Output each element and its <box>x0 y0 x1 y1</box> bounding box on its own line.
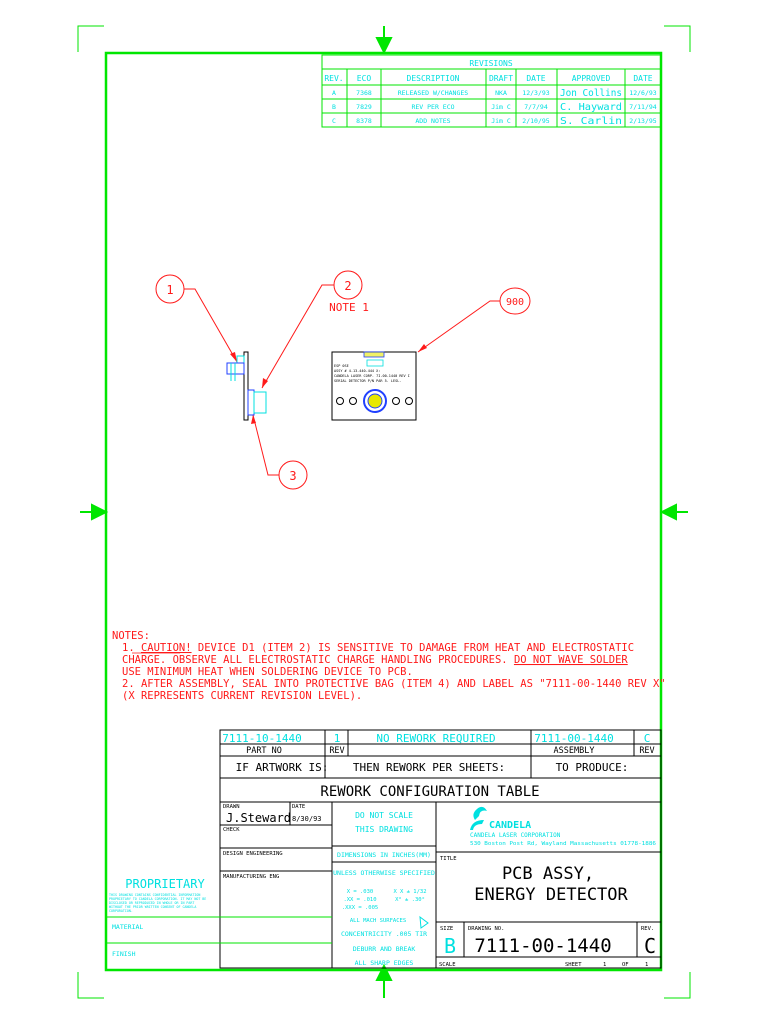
company-logo-text: CANDELA <box>489 820 532 831</box>
note-2-line-1: 2. AFTER ASSEMBLY, SEAL INTO PROTECTIVE BAG (ITEM 4) AND LABEL AS "7111-00-1440 REV X" <box>122 678 666 690</box>
drawn-date: 8/30/93 <box>292 815 322 823</box>
design-eng-label: DESIGN ENGINEERING <box>223 851 283 857</box>
drawing-number: 7111-00-1440 <box>474 935 612 957</box>
revisions-table <box>322 55 661 127</box>
balloon-item-900 <box>418 288 530 352</box>
size-label: SIZE <box>440 926 454 932</box>
unless-specified: UNLESS OTHERWISE SPECIFIED <box>333 869 435 877</box>
pcb-label-2: ASSY # 4-13-440-444 X: <box>334 369 381 373</box>
drawn-by: J.Steward <box>226 811 292 825</box>
note-1-line-3: USE MINIMUM HEAT WHEN SOLDERING DEVICE TO PCB. <box>122 666 413 678</box>
proprietary-line-5: CORPORATION. <box>109 909 133 913</box>
deburr: DEBURR AND BREAK <box>352 945 416 953</box>
pcb-label-1: ESP 0SE <box>334 364 349 368</box>
draft-header: DRAFT <box>488 74 514 83</box>
appdate-b: 7/11/94 <box>629 103 657 111</box>
draft-c: Jim C <box>491 117 511 125</box>
sheet-total: 1 <box>645 962 649 968</box>
rework-assembly: 7111-00-1440 <box>534 732 614 745</box>
proprietary-title: PROPRIETARY <box>125 877 205 891</box>
date-c: 2/10/95 <box>522 117 550 125</box>
tolerance-5: .XXX = .005 <box>341 905 379 911</box>
approved-c: S. Carlin <box>560 116 622 127</box>
rev-label: REV. <box>641 926 655 932</box>
balloon-item-3 <box>251 415 307 489</box>
surface-finish-symbol <box>420 917 428 928</box>
draft-b: Jim C <box>491 103 511 111</box>
revisions-title: REVISIONS <box>469 59 513 68</box>
title-line-2: ENERGY DETECTOR <box>474 885 628 905</box>
drawn-label: DRAWN <box>223 804 240 810</box>
tolerance-4: X° ± .30° <box>395 897 425 903</box>
eco-a: 7368 <box>356 89 372 97</box>
appdate-c: 2/13/95 <box>629 117 657 125</box>
desc-b: REV PER ECO <box>411 103 455 111</box>
notes <box>112 630 666 702</box>
candela-logo <box>470 807 656 847</box>
pcb-label-3: CANDELA LASER CORP. 7I-00-1440 REV I <box>334 374 410 378</box>
date-a: 12/3/93 <box>522 89 550 97</box>
eco-b: 7829 <box>356 103 372 111</box>
machined-surfaces: ALL MACH SURFACES <box>349 918 407 924</box>
rework-table-title: REWORK CONFIGURATION TABLE <box>320 784 540 800</box>
check-label: CHECK <box>223 827 240 833</box>
eco-c: 8378 <box>356 117 372 125</box>
drawing-size: B <box>443 934 457 958</box>
note-1-ref: NOTE 1 <box>329 301 369 314</box>
note-1-line-1: 1. CAUTION! DEVICE D1 (ITEM 2) IS SENSITIVE TO DAMAGE FROM HEAT AND ELECTROSTATIC <box>122 642 635 654</box>
svg-text:2: 2 <box>344 279 352 293</box>
then-rework-label: THEN REWORK PER SHEETS: <box>352 761 506 774</box>
title-label: TITLE <box>440 856 457 862</box>
tolerance-1: X = .030 <box>346 889 374 895</box>
if-artwork-label: IF ARTWORK IS: <box>235 761 329 774</box>
approved-a: Jon Collins <box>560 88 622 99</box>
proprietary-line-1: THIS DRAWING CONTAINS CONFIDENTIAL INFORMATION <box>109 893 201 897</box>
pcb-label-4: SERIAL DETECTOR P/N PAR 5. LESL. <box>334 379 402 383</box>
rework-part-no: 7111-10-1440 <box>222 732 302 745</box>
draft-a: NKA <box>495 89 507 97</box>
eco-header: ECO <box>356 74 372 83</box>
svg-text:1: 1 <box>166 283 174 297</box>
drawing-no-label: DRAWING NO. <box>468 926 505 932</box>
rework-rev: 1 <box>333 732 341 745</box>
finish-label: FINISH <box>112 950 136 958</box>
tolerance-2: X X ± 1/32 <box>393 889 427 895</box>
desc-c: ADD NOTES <box>415 117 451 125</box>
title-line-1: PCB ASSY, <box>501 864 595 884</box>
approved-date-header: DATE <box>633 74 653 83</box>
sheet-number: 1 <box>603 962 607 968</box>
proprietary-line-4: WITHOUT THE PRIOR WRITTEN CONSENT OF CANDELA <box>109 905 197 909</box>
desc-a: RELEASED W/CHANGES <box>397 89 469 97</box>
rework-asm-rev: C <box>643 732 651 745</box>
approved-header: APPROVED <box>571 74 611 83</box>
material-label: MATERIAL <box>112 923 144 931</box>
approved-b: C. Hayward <box>560 102 622 113</box>
dimensions-note: DIMENSIONS IN INCHES(MM) <box>337 851 431 859</box>
rev-col-header: REV <box>329 746 345 756</box>
proprietary-line-2: PROPRIETARY TO CANDELA CORPORATION. IT MAY NOT BE <box>109 897 207 901</box>
rev-a: A <box>332 89 336 97</box>
asm-rev-header: REV <box>639 746 655 756</box>
pcb-top-view <box>332 352 416 420</box>
date-header: DATE <box>526 74 546 83</box>
sharp-edges: ALL SHARP EDGES <box>354 959 414 967</box>
rework-action: NO REWORK REQUIRED <box>376 732 496 745</box>
rev-c: C <box>332 117 336 125</box>
to-produce-label: TO PRODUCE: <box>555 761 629 774</box>
rework-table <box>220 730 661 968</box>
drawing-rev: C <box>643 934 657 958</box>
scale-label: SCALE <box>439 962 456 968</box>
no-scale-line-1: DO NOT SCALE <box>355 811 413 820</box>
description-header: DESCRIPTION <box>406 74 460 83</box>
of-label: OF <box>622 962 629 968</box>
note-2-line-2: (X REPRESENTS CURRENT REVISION LEVEL). <box>122 690 363 702</box>
concentricity: CONCENTRICITY .005 TIR <box>340 930 428 938</box>
appdate-a: 12/6/93 <box>629 89 657 97</box>
mfg-eng-label: MANUFACTURING ENG <box>223 874 280 880</box>
rev-header: REV. <box>324 74 344 83</box>
assembly-header: ASSEMBLY <box>553 746 595 756</box>
date-b: 7/7/94 <box>524 103 548 111</box>
no-scale-line-2: THIS DRAWING <box>355 825 413 834</box>
date-label: DATE <box>292 804 306 810</box>
note-1-line-2: CHARGE. OBSERVE ALL ELECTROSTATIC CHARGE HANDLING PROCEDURES. DO NOT WAVE SOLDER <box>122 654 628 666</box>
notes-heading: NOTES: <box>112 630 150 642</box>
part-no-header: PART NO <box>246 746 282 756</box>
balloon-item-1 <box>156 275 237 362</box>
pcb-side-view <box>227 352 266 420</box>
tolerance-3: .XX = .010 <box>343 897 377 903</box>
proprietary-line-3: DISCLOSED OR REPRODUCED IN WHOLE OR IN PART <box>109 901 195 905</box>
svg-text:3: 3 <box>289 469 297 483</box>
company-name: CANDELA LASER CORPORATION <box>470 832 561 839</box>
svg-text:900: 900 <box>505 297 525 308</box>
company-address: 530 Boston Post Rd, Wayland Massachusetts 01778-1886 <box>470 841 656 847</box>
rev-b: B <box>332 103 336 111</box>
sheet-label: SHEET <box>565 962 582 968</box>
